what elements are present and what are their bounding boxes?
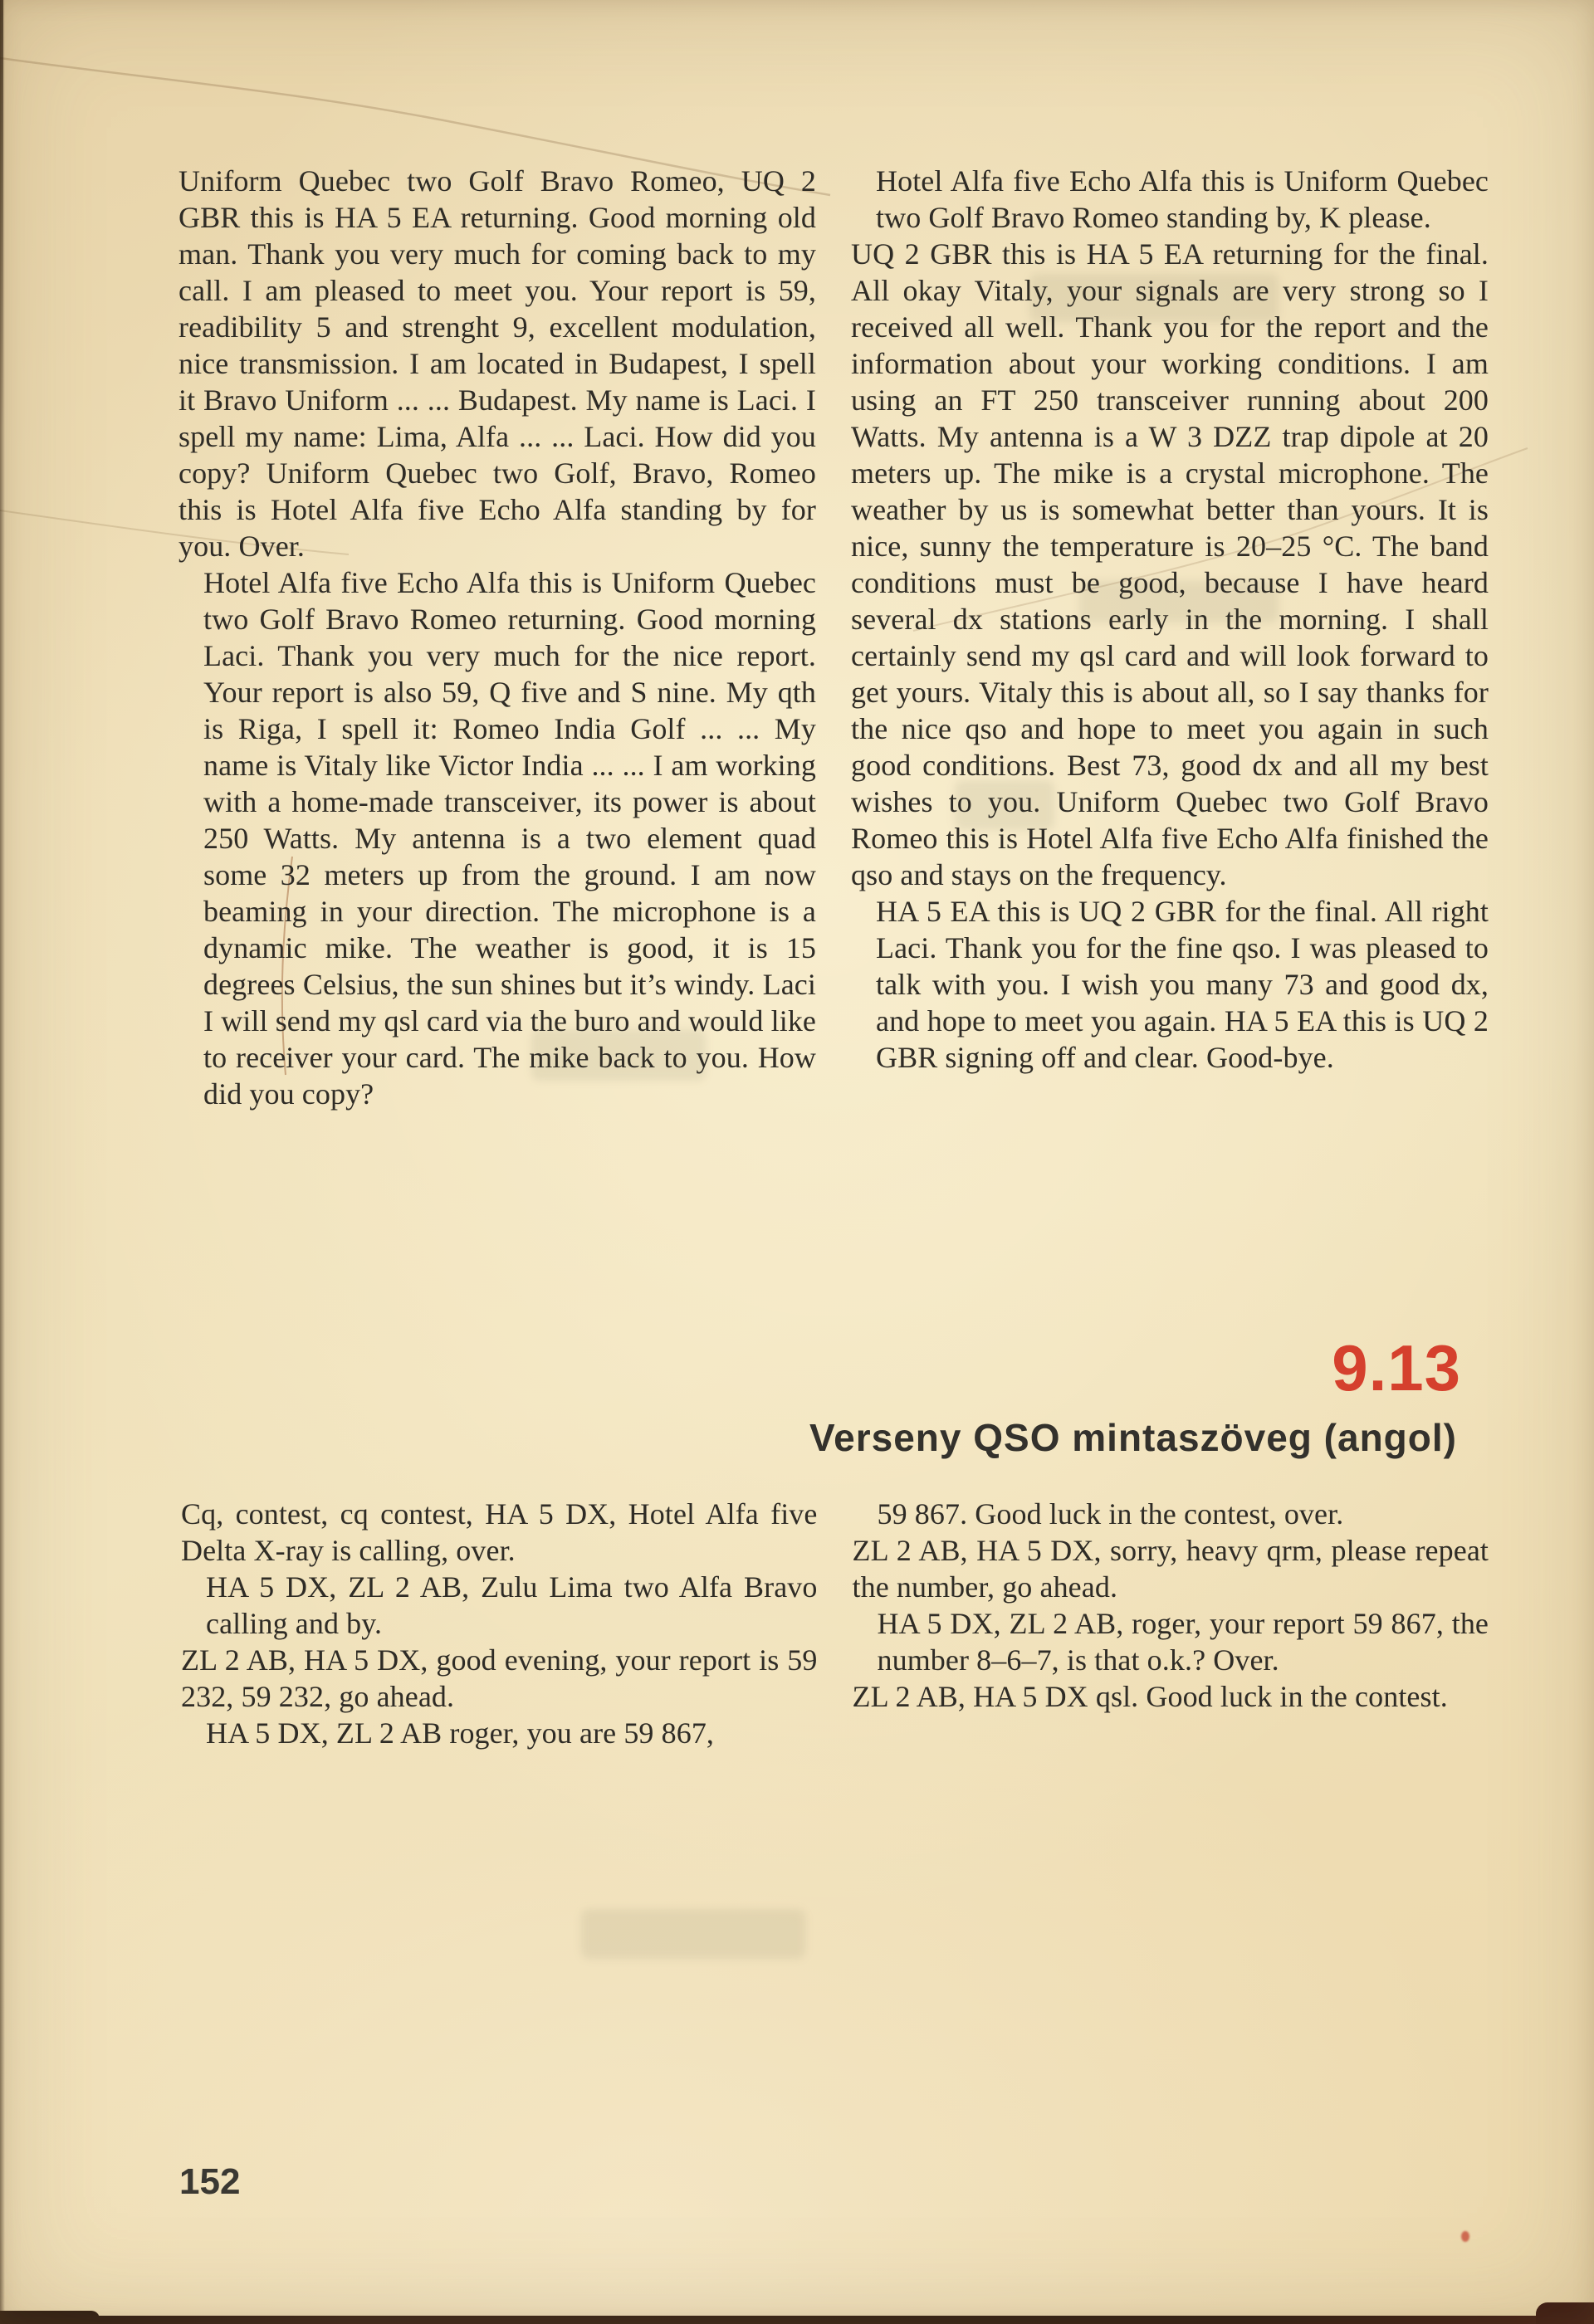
bottom-left-corner-shadow — [0, 2311, 100, 2324]
qso-sample-article — [178, 163, 1489, 1112]
section-title: Verseny QSO mintaszöveg (angol) — [809, 1416, 1457, 1459]
paragraph: 59 867. Good luck in the contest, over. — [877, 1497, 1344, 1531]
paragraph: HA 5 DX, ZL 2 AB, roger, your report 59 867, the number 8–6–7, is that o.k.? Over. — [877, 1607, 1489, 1677]
paragraph: HA 5 DX, ZL 2 AB, Zulu Lima two Alfa Bravo calling and by. — [206, 1570, 818, 1640]
bottom-right-corner-shadow — [1536, 2302, 1594, 2324]
bottom-right-column — [853, 1496, 1489, 1751]
paragraph: Hotel Alfa five Echo Alfa this is Uniform Quebec two Golf Bravo Romeo returning. Good morning Laci. Thank you very much for the nice report. Your report is also 59, Q five and S nine. My qth is Riga, I spell it: Romeo India Golf ... ... My name is Vitaly like Victor India ... ... I am working with a home-made transceiver, its power is about 250 Watts. My antenna is a two element quad some 32 meters up from the ground. I am now beaming in your direction. The microphone is a dynamic mike. The weather is good, it is 15 degrees Celsius, the sun shines but it’s windy. Laci I will send my qsl card via the buro and would like to receiver your card. The mike back to you. How did you copy? — [203, 566, 816, 1111]
top-left-column — [178, 163, 816, 1112]
left-edge-dark-sliver — [0, 0, 3, 432]
contest-qso-article — [181, 1496, 1489, 1751]
left-edge-shadow — [0, 0, 5, 2324]
paragraph: ZL 2 AB, HA 5 DX qsl. Good luck in the contest. — [852, 1680, 1448, 1713]
section-number: 9.13 — [1332, 1331, 1461, 1404]
paragraph: HA 5 EA this is UQ 2 GBR for the final. All right Laci. Thank you for the fine qso. I was pleased to talk with you. I wish you many 73 and good dx, and hope to meet you again. HA 5 EA this is UQ 2 GBR signing off and clear. Good-bye. — [876, 895, 1489, 1074]
paragraph: HA 5 DX, ZL 2 AB roger, you are 59 867, — [206, 1716, 715, 1750]
paragraph: ZL 2 AB, HA 5 DX, good evening, your report is 59 232, 59 232, go ahead. — [181, 1643, 818, 1713]
red-ink-speck — [1461, 2231, 1469, 2242]
paragraph: UQ 2 GBR this is HA 5 EA returning for the final. All okay Vitaly, your signals are very strong so I received all well. Thank you for the report and the information about your working conditions. I am using an FT 250 transceiver running about 200 Watts. My antenna is a W 3 DZZ trap dipole at 20 meters up. The mike is a crystal microphone. The weather by us is somewhat better than yours. It is nice, sunny the temperature is 20–25 °C. The band conditions must be good, because I have heard several dx stations early in the morning. I shall certainly send my qsl card and will look forward to get yours. Vitaly this is about all, so I say thanks for the nice qso and hope to meet you again in such good conditions. Best 73, good dx and all my best wishes to you. Uniform Quebec two Golf Bravo Romeo this is Hotel Alfa five Echo Alfa finished the qso and stays on the frequency. — [851, 237, 1489, 891]
paragraph: ZL 2 AB, HA 5 DX, sorry, heavy qrm, please repeat the number, go ahead. — [852, 1534, 1489, 1604]
bottom-edge-strip — [0, 2316, 1594, 2324]
show-through-smudge — [581, 1909, 805, 1959]
paragraph: Hotel Alfa five Echo Alfa this is Uniform Quebec two Golf Bravo Romeo standing by, K please. — [876, 164, 1489, 234]
page-number: 152 — [179, 2161, 241, 2202]
bottom-left-column — [181, 1496, 818, 1751]
paragraph: Uniform Quebec two Golf Bravo Romeo, UQ 2 GBR this is HA 5 EA returning. Good morning old man. Thank you very much for coming back to my call. I am pleased to meet you. Your report is 59, readibility 5 and strenght 9, excellent modulation, nice transmission. I am located in Budapest, I spell it Bravo Uniform ... ... Budapest. My name is Laci. I spell my name: Lima, Alfa ... ... Laci. How did you copy? Uniform Quebec two Golf, Bravo, Romeo this is Hotel Alfa five Echo Alfa standing by for you. Over. — [178, 164, 816, 563]
top-right-column — [851, 163, 1489, 1112]
paragraph: Cq, contest, cq contest, HA 5 DX, Hotel Alfa five Delta X-ray is calling, over. — [181, 1497, 818, 1567]
